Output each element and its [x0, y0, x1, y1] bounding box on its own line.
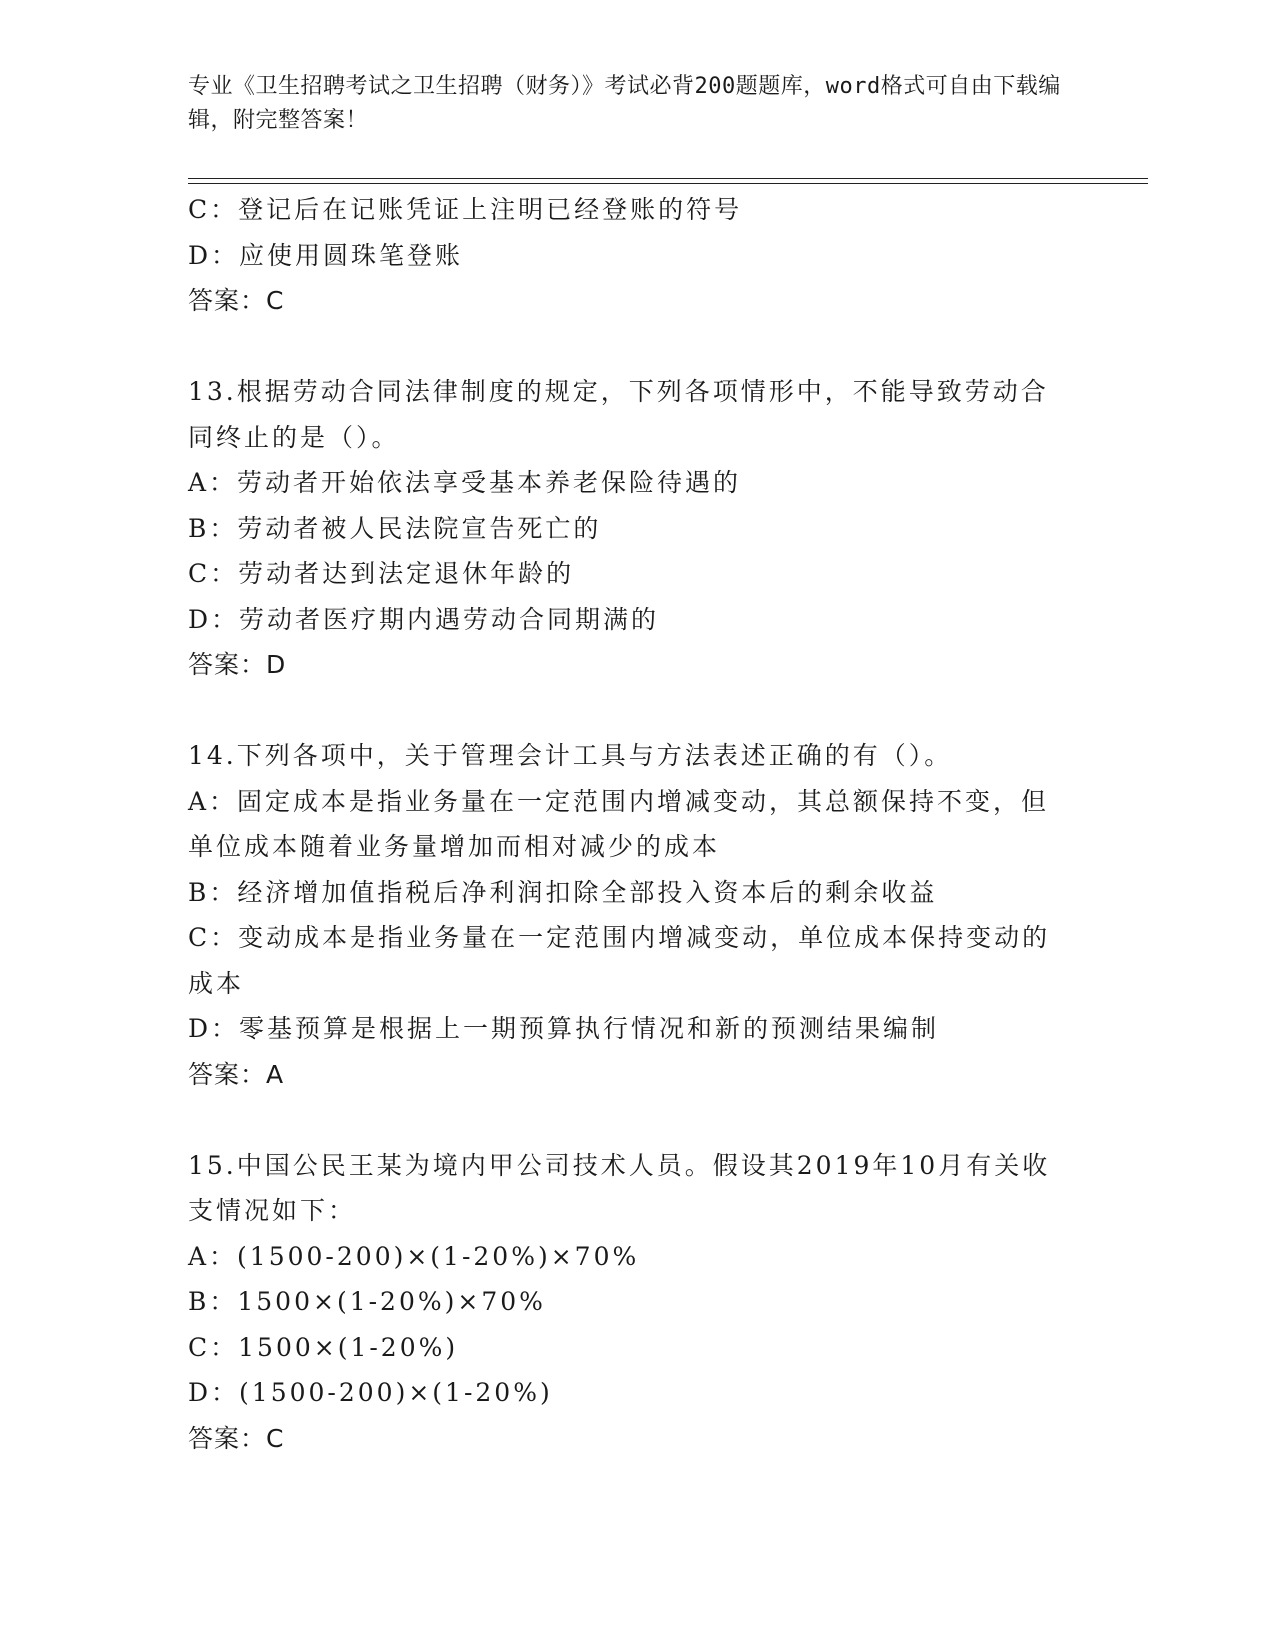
question-content	[188, 187, 1088, 1461]
header-rule-bottom	[188, 183, 1148, 184]
q14-stem: 14.下列各项中，关于管理会计工具与方法表述正确的有（）。	[188, 741, 953, 770]
q13-option-b: B：劳动者被人民法院宣告死亡的	[188, 513, 602, 543]
spacer	[188, 688, 1088, 734]
header-rule-top	[188, 178, 1148, 179]
q13-option-c: C：劳动者达到法定退休年龄的	[188, 559, 575, 588]
q13-stem-line1: 13.根据劳动合同法律制度的规定，下列各项情形中，不能导致劳动合	[188, 377, 1049, 406]
spacer	[188, 1097, 1088, 1143]
q13-stem-line2: 同终止的是（）。	[188, 422, 400, 452]
q13-answer: 答案：D	[188, 650, 287, 679]
q15-option-c: C：1500×(1-20%)	[188, 1332, 459, 1362]
q15-option-d: D：(1500-200)×(1-20%)	[188, 1378, 553, 1407]
q15-stem-line1: 15.中国公民王某为境内甲公司技术人员。假设其2019年10月有关收	[188, 1150, 1051, 1180]
spacer	[188, 324, 1088, 370]
q14-option-d: D：零基预算是根据上一期预算执行情况和新的预测结果编制	[188, 1014, 940, 1043]
q14-option-c-line2: 成本	[188, 968, 245, 998]
q14-option-b: B：经济增加值指税后净利润扣除全部投入资本后的剩余收益	[188, 877, 938, 907]
q15-stem-line2: 支情况如下：	[188, 1196, 357, 1225]
prev-answer: 答案：C	[188, 286, 285, 315]
q14-answer: 答案：A	[188, 1059, 285, 1089]
q14-option-c-line1: C：变动成本是指业务量在一定范围内增减变动，单位成本保持变动的	[188, 923, 1051, 952]
q14-option-a-line2: 单位成本随着业务量增加而相对减少的成本	[188, 832, 721, 861]
document-header	[188, 70, 1068, 138]
q15-answer: 答案：C	[188, 1423, 285, 1453]
q15-option-b: B：1500×(1-20%)×70%	[188, 1287, 546, 1316]
q15-option-a: A：(1500-200)×(1-20%)×70%	[188, 1241, 640, 1271]
prev-option-c: C：登记后在记账凭证上注明已经登账的符号	[188, 195, 743, 224]
header-text: 专业《卫生招聘考试之卫生招聘（财务）》考试必背200题题库，word格式可自由下载编辑，附完整答案！	[188, 74, 1061, 133]
q13-option-a: A：劳动者开始依法享受基本养老保险待遇的	[188, 468, 742, 497]
q14-option-a-line1: A：固定成本是指业务量在一定范围内增减变动，其总额保持不变，但	[188, 786, 1050, 816]
q13-option-d: D：劳动者医疗期内遇劳动合同期满的	[188, 604, 660, 634]
prev-option-d: D：应使用圆珠笔登账	[188, 240, 464, 270]
